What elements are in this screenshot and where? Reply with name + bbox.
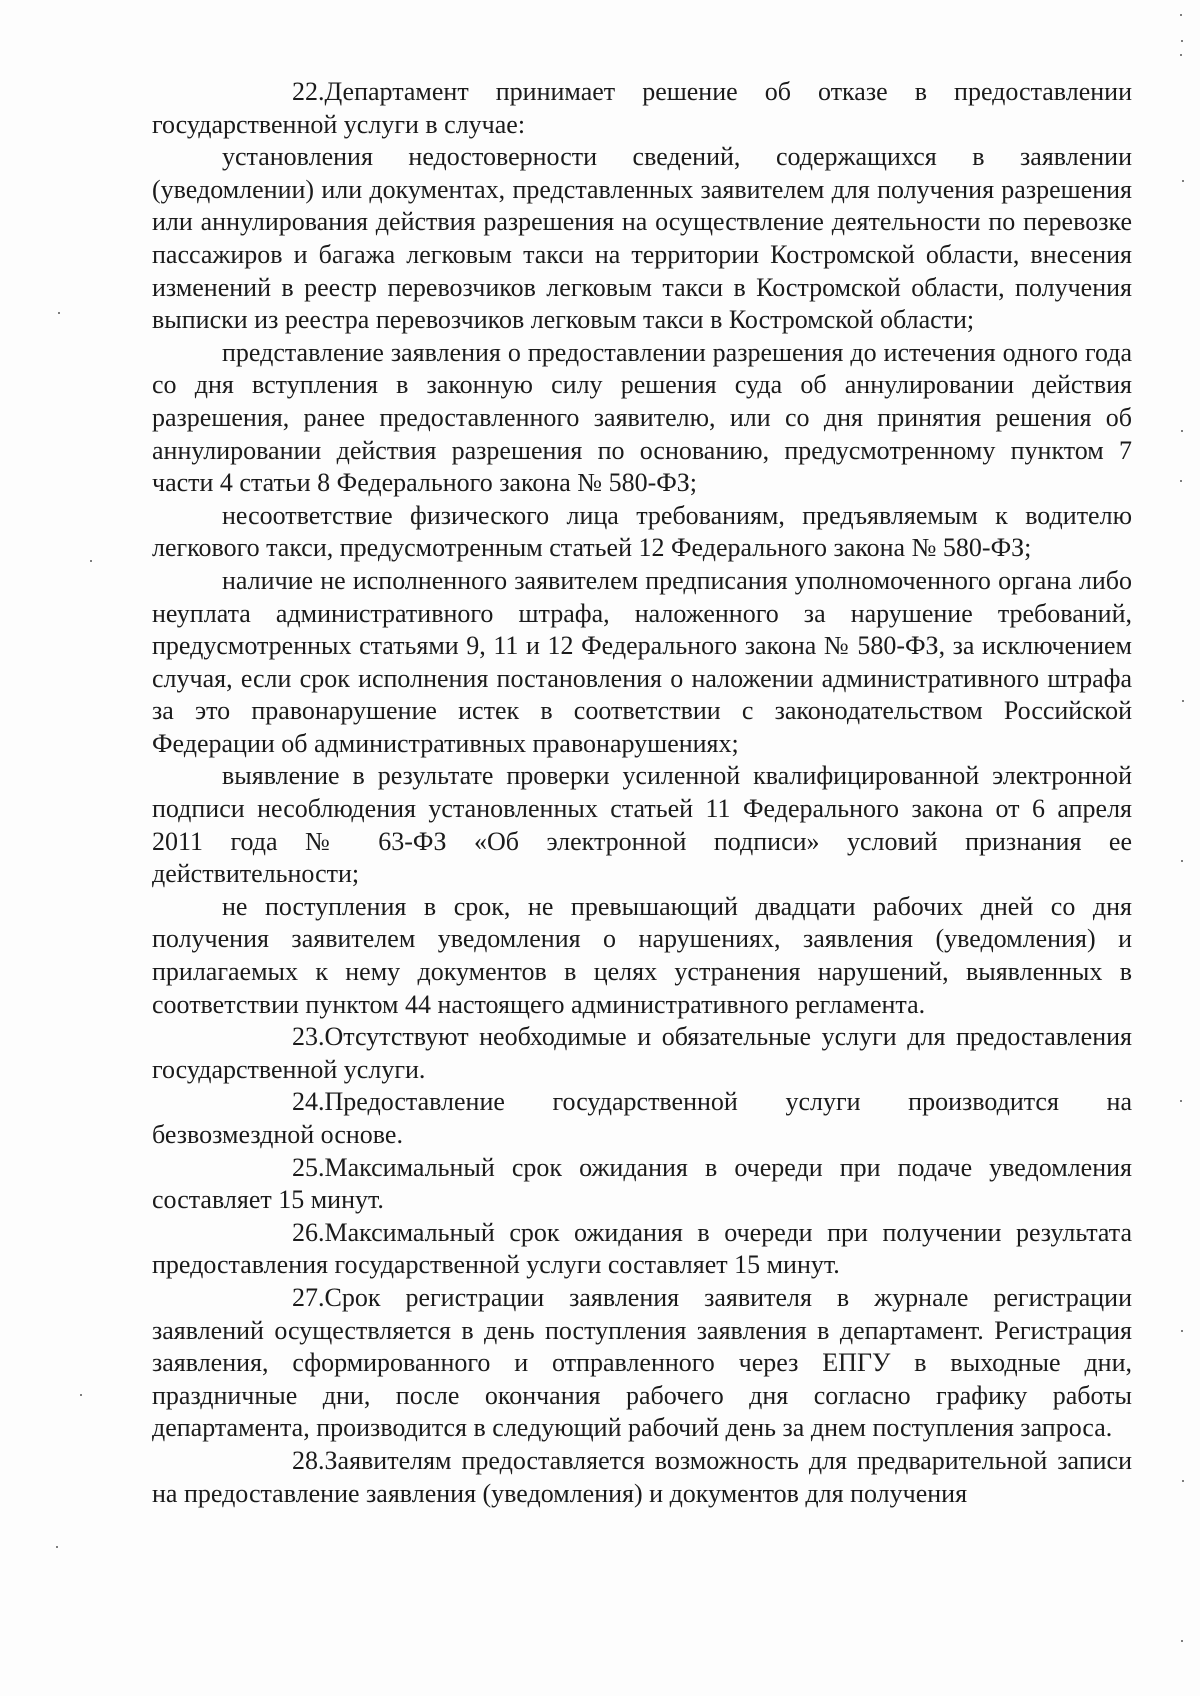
paragraph-25 xyxy=(152,1152,1132,1217)
paragraph-text: Срок регистрации заявления заявителя в журнале регистрации заявлений осуществляется в день поступления заявления в департамент. Регистрация заявления, сформированного и отправленного через ЕПГУ в выходные дни, праздничные дни, после окончания рабочего дня согласно графику работы департамента, производится в следующий рабочий день за днем поступления запроса. xyxy=(152,1282,1132,1443)
paragraph-24 xyxy=(152,1086,1132,1151)
paragraph-text: Предоставление государственной услуги производится на безвозмездной основе. xyxy=(152,1087,1132,1149)
scan-speck xyxy=(1181,1640,1183,1642)
paragraph-22-reason-2 xyxy=(152,337,1132,500)
paragraph-text: установления недостоверности сведений, содержащихся в заявлении (уведомлении) или документах, представленных заявителем для получения разрешения или аннулирования действия разрешения на осуществление деятельности по перевозке пассажиров и багажа легковым такси на территории Костромской области, внесения изменений в реестр перевозчиков легковым такси в Костромской области, получения выписки из реестра перевозчиков легковым такси в Костромской области; xyxy=(152,142,1132,335)
paragraph-text: Максимальный срок ожидания в очереди при получении результата предоставления государственной услуги составляет 15 минут. xyxy=(152,1217,1132,1280)
paragraph-number: 26. xyxy=(292,1217,325,1247)
scan-speck xyxy=(1181,430,1183,432)
document-body xyxy=(152,76,1132,1510)
paragraph-text: наличие не исполненного заявителем предписания уполномоченного органа либо неуплата административного штрафа, наложенного за нарушение требований, предусмотренных статьями 9, 11 и 12 Федерального закона № 580-ФЗ, за исключением случая, если срок исполнения постановления о наложении административного штрафа за это правонарушение истек в соответствии с законодательством Российской Федерации об административных правонарушениях; xyxy=(152,565,1132,758)
paragraph-28 xyxy=(152,1445,1132,1510)
paragraph-text: выявление в результате проверки усиленной квалифицированной электронной подписи несоблюдения установленных статьей 11 Федерального закона от 6 апреля 2011 года № 63-ФЗ «Об электронной подписи» условий признания ее действительности; xyxy=(152,761,1132,889)
paragraph-number: 27. xyxy=(292,1282,325,1312)
paragraph-27 xyxy=(152,1282,1132,1445)
paragraph-22-reason-4 xyxy=(152,565,1132,761)
scan-speck xyxy=(1180,1100,1182,1102)
scan-speck xyxy=(1182,180,1184,182)
paragraph-text: Департамент принимает решение об отказе в предоставлении государственной услуги в случае: xyxy=(152,77,1132,139)
scan-speck xyxy=(1181,860,1183,862)
scan-speck xyxy=(1182,1480,1184,1482)
paragraph-23 xyxy=(152,1021,1132,1086)
paragraph-22-reason-6 xyxy=(152,891,1132,1021)
scan-speck xyxy=(1180,14,1182,16)
scan-speck xyxy=(1180,480,1182,482)
paragraph-text: Отсутствуют необходимые и обязательные услуги для предоставления государственной услуги. xyxy=(152,1022,1132,1084)
scan-speck xyxy=(1181,40,1183,42)
paragraph-number: 28. xyxy=(292,1445,325,1475)
scan-speck xyxy=(56,1546,58,1548)
paragraph-number: 24. xyxy=(292,1087,325,1117)
scan-speck xyxy=(1181,1330,1183,1332)
scan-speck xyxy=(1182,700,1184,702)
paragraph-22 xyxy=(152,76,1132,141)
paragraph-22-reason-1 xyxy=(152,141,1132,337)
paragraph-22-reason-5 xyxy=(152,760,1132,890)
paragraph-text: Заявителям предоставляется возможность для предварительной записи на предоставление заявления (уведомления) и документов для получения xyxy=(152,1445,1132,1508)
paragraph-text: представление заявления о предоставлении разрешения до истечения одного года со дня вступления в законную силу решения суда об аннулировании действия разрешения, ранее предоставленного заявителю, или со дня принятия решения об аннулировании действия разрешения по основанию, предусмотренному пунктом 7 части 4 статьи 8 Федерального закона № 580-ФЗ; xyxy=(152,337,1132,498)
paragraph-number: 25. xyxy=(292,1152,325,1182)
paragraph-text: Максимальный срок ожидания в очереди при подаче уведомления составляет 15 минут. xyxy=(152,1152,1132,1215)
scan-speck xyxy=(1180,54,1182,56)
paragraph-number: 22. xyxy=(292,77,325,106)
paragraph-22-reason-3 xyxy=(152,500,1132,565)
scan-speck xyxy=(80,1394,82,1396)
scan-speck xyxy=(58,312,60,314)
paragraph-26 xyxy=(152,1217,1132,1282)
paragraph-text: не поступления в срок, не превышающий двадцати рабочих дней со дня получения заявителем уведомления о нарушениях, заявления (уведомления) и прилагаемых к нему документов в целях устранения нарушений, выявленных в соответствии пунктом 44 настоящего административного регламента. xyxy=(152,891,1132,1019)
paragraph-number: 23. xyxy=(292,1022,325,1052)
scan-speck xyxy=(90,560,92,562)
paragraph-text: несоответствие физического лица требованиям, предъявляемым к водителю легкового такси, предусмотренным статьей 12 Федерального закона № 580-ФЗ; xyxy=(152,500,1132,563)
